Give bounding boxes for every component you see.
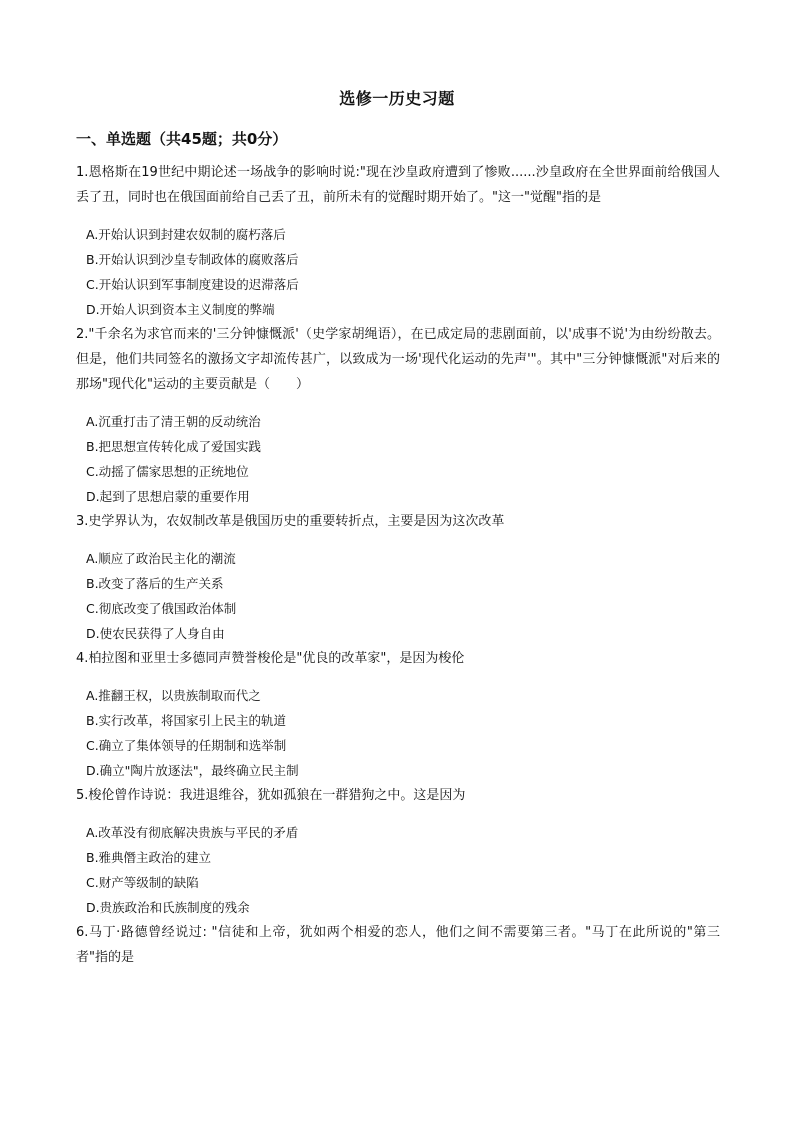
- option-b: B.开始认识到沙皇专制政体的腐败落后: [86, 252, 299, 267]
- question-list: [76, 160, 720, 970]
- option-d: D.起到了思想启蒙的重要作用: [86, 489, 250, 504]
- question-stem: 1.恩格斯在19世纪中期论述一场战争的影响时说:"现在沙皇政府遭到了惨败......沙皇政府在全世界面前给俄国人丢了丑，同时也在俄国面前给自己丢了丑，前所未有的觉醒时期开始了。"这一"觉醒"指的是: [76, 165, 720, 205]
- option-d: D.确立"陶片放逐法"，最终确立民主制: [86, 763, 299, 778]
- option-c: C.确立了集体领导的任期制和选举制: [86, 738, 287, 753]
- option-a: A.顺应了政治民主化的潮流: [86, 551, 236, 566]
- option-list: [76, 683, 720, 783]
- option-list: [76, 546, 720, 646]
- option-a: A.沉重打击了清王朝的反动统治: [86, 414, 261, 429]
- option-list: [76, 820, 720, 920]
- option-c: C.彻底改变了俄国政治体制: [86, 601, 237, 616]
- question-stem: 3.史学界认为，农奴制改革是俄国历史的重要转折点，主要是因为这次改革: [76, 514, 505, 529]
- option-list: [76, 222, 720, 322]
- document-title: 选修一历史习题: [339, 89, 455, 108]
- option-d: D.使农民获得了人身自由: [86, 626, 225, 641]
- option-a: A.改革没有彻底解决贵族与平民的矛盾: [86, 825, 299, 840]
- option-d: D.开始人识到资本主义制度的弊端: [86, 302, 275, 317]
- option-c: C.开始认识到军事制度建设的迟滞落后: [86, 277, 299, 292]
- option-c: C.动摇了儒家思想的正统地位: [86, 464, 249, 479]
- question-stem: 6.马丁·路德曾经说过: "信徒和上帝，犹如两个相爱的恋人，他们之间不需要第三者。"马丁在此所说的"第三者"指的是: [76, 925, 720, 965]
- section-heading: 一、单选题（共45题；共0分）: [76, 130, 288, 148]
- option-b: B.改变了落后的生产关系: [86, 576, 224, 591]
- question-stem: 2."千余名为求官而来的'三分钟慷慨派'（史学家胡绳语），在已成定局的悲剧面前，以'成事不说'为由纷纷散去。但是，他们共同签名的激扬文字却流传甚广，以致成为一场'现代化运动的先声'"。其中"三分钟慷慨派"对后来的那场"现代化"运动的主要贡献是（ ）: [76, 327, 720, 392]
- option-c: C.财产等级制的缺陷: [86, 875, 199, 890]
- option-d: D.贵族政治和氏族制度的残余: [86, 900, 250, 915]
- option-a: A.推翻王权，以贵族制取而代之: [86, 688, 261, 703]
- question-6: [76, 920, 720, 970]
- question-stem: 4.柏拉图和亚里士多德同声赞誉梭伦是"优良的改革家"，是因为梭伦: [76, 651, 465, 666]
- question-2: [76, 322, 720, 509]
- question-1: [76, 160, 720, 322]
- option-b: B.实行改革，将国家引上民主的轨道: [86, 713, 287, 728]
- option-a: A.开始认识到封建农奴制的腐朽落后: [86, 227, 286, 242]
- question-5: [76, 783, 720, 920]
- option-b: B.把思想宣传转化成了爱国实践: [86, 439, 262, 454]
- option-b: B.雅典僭主政治的建立: [86, 850, 212, 865]
- question-4: [76, 646, 720, 783]
- question-stem: 5.梭伦曾作诗说：我进退维谷，犹如孤狼在一群猎狗之中。这是因为: [76, 788, 466, 803]
- option-list: [76, 409, 720, 509]
- question-3: [76, 509, 720, 646]
